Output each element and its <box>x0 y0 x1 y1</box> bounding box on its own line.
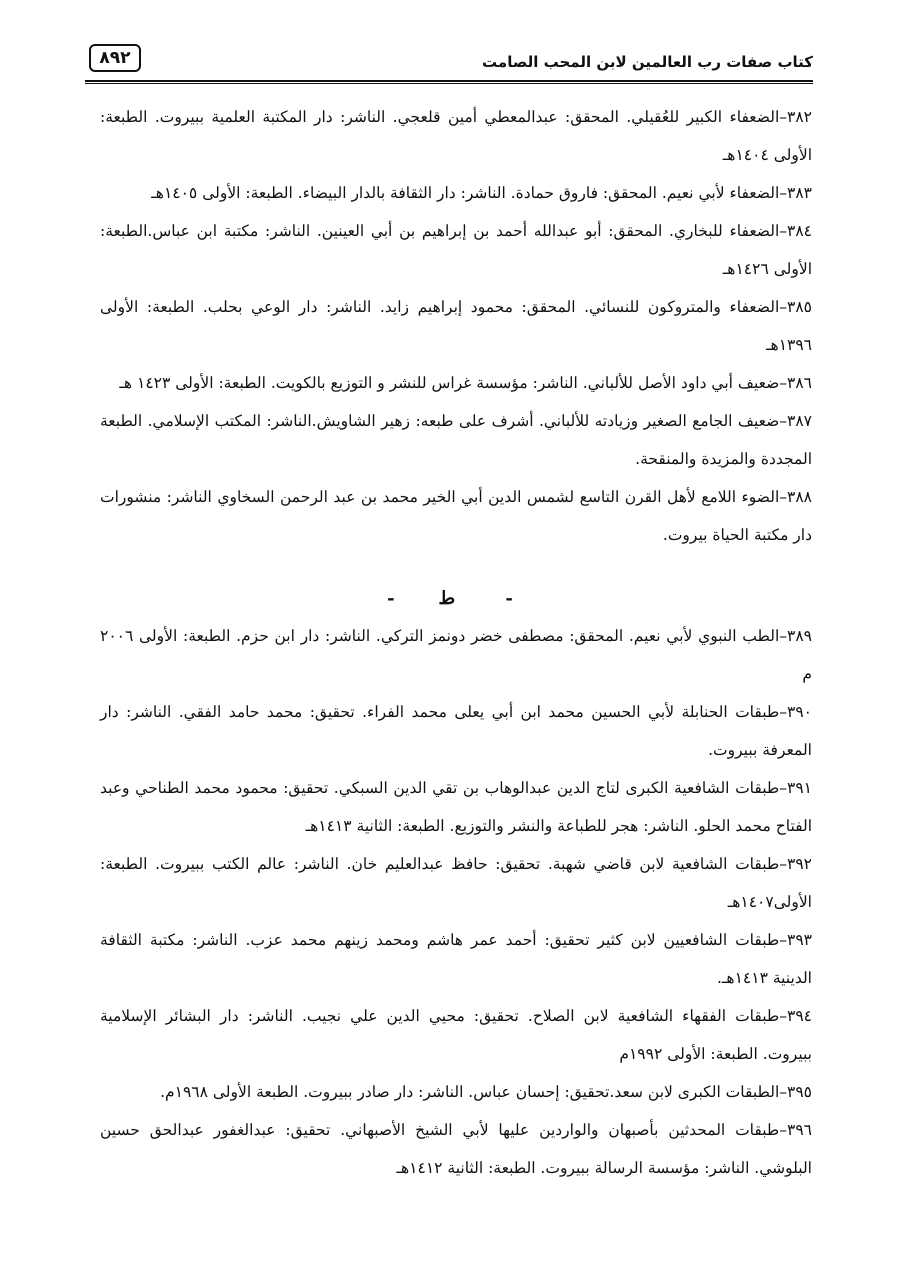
bibliography-entry-395: ٣٩٥–الطبقات الكبرى لابن سعد.تحقيق: إحسان عباس. الناشر: دار صادر ببيروت. الطبعة الأولى ١٩٦٨م. <box>160 1083 812 1101</box>
page-header <box>85 40 813 82</box>
bibliography-entry-386: ٣٨٦–ضعيف أبي داود الأصل للألباني. الناشر: مؤسسة غراس للنشر و التوزيع بالكويت. الطبعة: الأولى ١٤٢٣ هـ <box>119 374 812 392</box>
running-title: كتاب صفات رب العالمين لابن المحب الصامت <box>482 53 813 71</box>
bibliography-entry-390: ٣٩٠–طبقات الحنابلة لأبي الحسين محمد ابن أبي يعلى محمد الفراء. تحقيق: محمد حامد الفقي. الناشر: دار المعرفة ببيروت. <box>100 703 812 759</box>
section-letter-divider <box>0 586 900 612</box>
bibliography-entry-383: ٣٨٣–الضعفاء لأبي نعيم. المحقق: فاروق حمادة. الناشر: دار الثقافة بالدار البيضاء. الطبعة: الأولى ١٤٠٥هـ <box>151 184 812 202</box>
bibliography-entry-392: ٣٩٢–طبقات الشافعية لابن قاضي شهبة. تحقيق: حافظ عبدالعليم خان. الناشر: عالم الكتب ببيروت. الطبعة: الأولى١٤٠٧هـ <box>100 855 812 911</box>
bibliography-entry-385: ٣٨٥–الضعفاء والمتروكون للنسائي. المحقق: محمود إبراهيم زايد. الناشر: دار الوعي بحلب. الطبعة: الأولى ١٣٩٦هـ <box>100 298 812 354</box>
bibliography-entry-396: ٣٩٦–طبقات المحدثين بأصبهان والواردين عليها لأبي الشيخ الأصبهاني. تحقيق: عبدالغفور عبدالحق حسين البلوشي. الناشر: مؤسسة الرسالة ببيروت. الطبعة: الثانية ١٤١٢هـ <box>100 1121 812 1177</box>
bibliography-entry-387: ٣٨٧–ضعيف الجامع الصغير وزيادته للألباني. أشرف على طبعه: زهير الشاويش.الناشر: المكتب الإسلامي. الطبعة المجددة والمزيدة والمنقحة. <box>100 412 812 468</box>
header-rule <box>85 80 813 84</box>
bibliography-entry-389: ٣٨٩–الطب النبوي لأبي نعيم. المحقق: مصطفى خضر دونمز التركي. الناشر: دار ابن حزم. الطبعة: الأولى ٢٠٠٦ م <box>100 627 812 683</box>
bibliography-section-ta <box>100 617 812 1187</box>
bibliography-entry-391: ٣٩١–طبقات الشافعية الكبرى لتاج الدين عبدالوهاب بن تقي الدين السبكي. تحقيق: محمود محمد الطناحي وعبد الفتاح محمد الحلو. الناشر: هجر للطباعة والنشر والتوزيع. الطبعة: الثانية ١٤١٣هـ <box>100 779 812 835</box>
bibliography-entry-388: ٣٨٨–الضوء اللامع لأهل القرن التاسع لشمس الدين أبي الخير محمد بن عبد الرحمن السخاوي الناشر: منشورات دار مكتبة الحياة بيروت. <box>100 488 812 544</box>
page-number-box: ٨٩٢ <box>89 44 141 72</box>
divider-letter: ط <box>438 588 456 609</box>
bibliography-entry-394: ٣٩٤–طبقات الفقهاء الشافعية لابن الصلاح. تحقيق: محيي الدين علي نجيب. الناشر: دار البشائر الإسلامية ببيروت. الطبعة: الأولى ١٩٩٢م <box>100 1007 812 1063</box>
divider-dash-left: - <box>387 588 395 609</box>
bibliography-entry-382: ٣٨٢–الضعفاء الكبير للعُقيلي. المحقق: عبدالمعطي أمين قلعجي. الناشر: دار المكتبة العلمية ببيروت. الطبعة: الأولى ١٤٠٤هـ <box>100 108 812 164</box>
divider-dash-right: - <box>505 588 513 609</box>
bibliography-entry-384: ٣٨٤–الضعفاء للبخاري. المحقق: أبو عبدالله أحمد بن إبراهيم بن أبي العينين. الناشر: مكتبة ابن عباس.الطبعة: الأولى ١٤٢٦هـ <box>100 222 812 278</box>
bibliography-section-dad <box>100 98 812 554</box>
bibliography-entry-393: ٣٩٣–طبقات الشافعيين لابن كثير تحقيق: أحمد عمر هاشم ومحمد زينهم محمد عزب. الناشر: مكتبة الثقافة الدينية ١٤١٣هـ. <box>100 931 812 987</box>
